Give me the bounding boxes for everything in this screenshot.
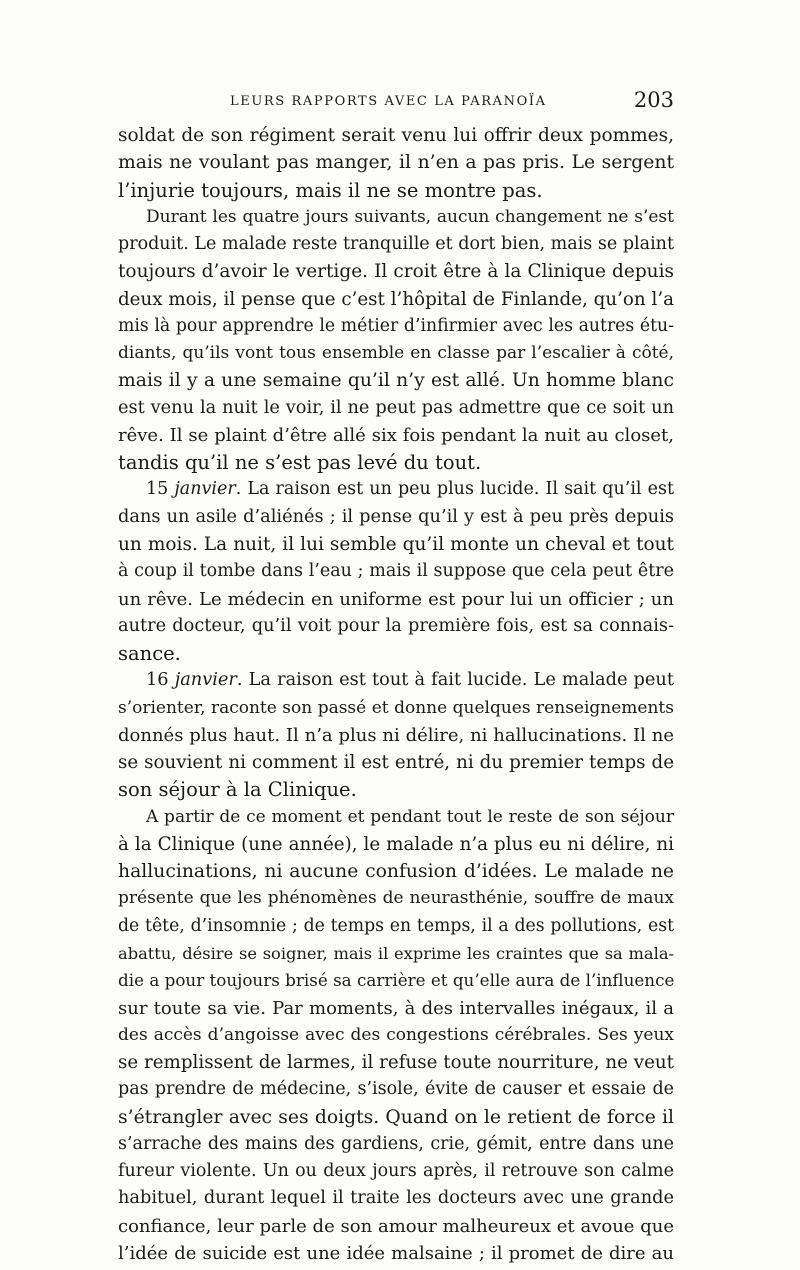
running-title: LEURS RAPPORTS AVEC LA PARANOÏA xyxy=(230,94,547,109)
line-text: . La raison est un peu plus lucide. Il sait qu’il est xyxy=(235,479,674,500)
text-line: soldat de son régiment serait venu lui offrir deux pommes, xyxy=(118,125,674,146)
text-line: autre docteur, qu’il voit pour la première fois, est sa connais- xyxy=(118,615,674,636)
body-text xyxy=(118,122,674,1267)
text-line: donnés plus haut. Il n’a plus ni délire, ni hallucinations. Il ne xyxy=(118,724,674,746)
running-head xyxy=(118,88,674,118)
text-line: Durant les quatre jours suivants, aucun changement ne s’est xyxy=(146,206,674,227)
text-line: diants, qu’ils vont tous ensemble en classe par l’escalier à côté, xyxy=(118,343,674,364)
text-line: s’orienter, raconte son passé et donne quelques renseignements xyxy=(118,697,674,718)
text-line: rêve. Il se plaint d’être allé six fois pendant la nuit au closet, xyxy=(118,424,674,446)
page-number: 203 xyxy=(633,88,674,112)
text-line: un mois. La nuit, il lui semble qu’il monte un cheval et tout xyxy=(118,533,674,555)
text-line: deux mois, il pense que c’est l’hôpital de Finlande, qu’on l’a xyxy=(118,288,674,310)
text-line: présente que les phénomènes de neurasthénie, souffre de maux xyxy=(118,888,674,909)
text-line: habituel, durant lequel il traite les docteurs avec une grande xyxy=(118,1188,674,1209)
text-line: un rêve. Le médecin en uniforme est pour lui un officier ; un xyxy=(118,588,674,610)
text-line: produit. Le malade reste tranquille et dort bien, mais se plaint xyxy=(118,234,674,255)
text-line: se souvient ni comment il est entré, ni du premier temps de xyxy=(118,752,674,774)
text-line: l’idée de suicide est une idée malsaine ; il promet de dire au xyxy=(118,1242,674,1264)
text-line: mais il y a une semaine qu’il n’y est allé. Un homme blanc xyxy=(118,370,674,392)
text-line: toujours d’avoir le vertige. Il croit être à la Clinique depuis xyxy=(118,261,674,283)
text-line: fureur violente. Un ou deux jours après, il retrouve son calme xyxy=(118,1161,674,1182)
date-day: 15 xyxy=(146,479,175,500)
text-line: s’étrangler avec ses doigts. Quand on le retient de force il xyxy=(118,1106,674,1128)
line-text: . La raison est tout à fait lucide. Le malade peut xyxy=(236,670,674,691)
text-line: mis là pour apprendre le métier d’infirmier avec les autres étu- xyxy=(118,315,674,336)
text-line: dans un asile d’aliénés ; il pense qu’il y est à peu près depuis xyxy=(118,506,674,527)
text-line: de tête, d’insomnie ; de temps en temps, il a des pollutions, est xyxy=(118,915,674,936)
text-line xyxy=(118,667,674,694)
date-month: janvier xyxy=(174,670,237,691)
text-line: sance. xyxy=(118,642,181,666)
text-line: pas prendre de médecine, s’isole, évite de causer et essaie de xyxy=(118,1079,674,1100)
text-line: l’injurie toujours, mais il ne se montre pas. xyxy=(118,178,543,202)
text-line: confiance, leur parle de son amour malheureux et avoue que xyxy=(118,1215,674,1237)
text-line: est venu la nuit le voir, il ne peut pas admettre que ce soit un xyxy=(118,397,674,418)
date-day: 16 xyxy=(146,670,175,691)
text-line: s’arrache des mains des gardiens, crie, gémit, entre dans une xyxy=(118,1133,674,1154)
date-month: janvier xyxy=(174,479,236,500)
text-line: à la Clinique (une année), le malade n’a plus eu ni délire, ni xyxy=(118,833,674,855)
text-line: hallucinations, ni aucune confusion d’idées. Le malade ne xyxy=(118,861,674,883)
text-line: à coup il tombe dans l’eau ; mais il suppose que cela peut être xyxy=(118,561,674,582)
text-line: sur toute sa vie. Par moments, à des intervalles inégaux, il a xyxy=(118,997,674,1019)
text-line: des accès d’angoisse avec des congestions cérébrales. Ses yeux xyxy=(118,1024,674,1045)
text-line: abattu, désire se soigner, mais il exprime les craintes que sa mala- xyxy=(118,943,674,963)
text-line: mais ne voulant pas manger, il n’en a pas pris. Le sergent xyxy=(118,152,674,174)
text-line xyxy=(118,476,674,503)
text-line: son séjour à la Clinique. xyxy=(118,778,357,802)
text-line: tandis qu’il ne s’est pas levé du tout. xyxy=(118,451,482,475)
text-line: die a pour toujours brisé sa carrière et qu’elle aura de l’influence xyxy=(118,970,674,991)
text-line: A partir de ce moment et pendant tout le reste de son séjour xyxy=(146,806,674,827)
text-line: se remplissent de larmes, il refuse toute nourriture, ne veut xyxy=(118,1052,674,1074)
